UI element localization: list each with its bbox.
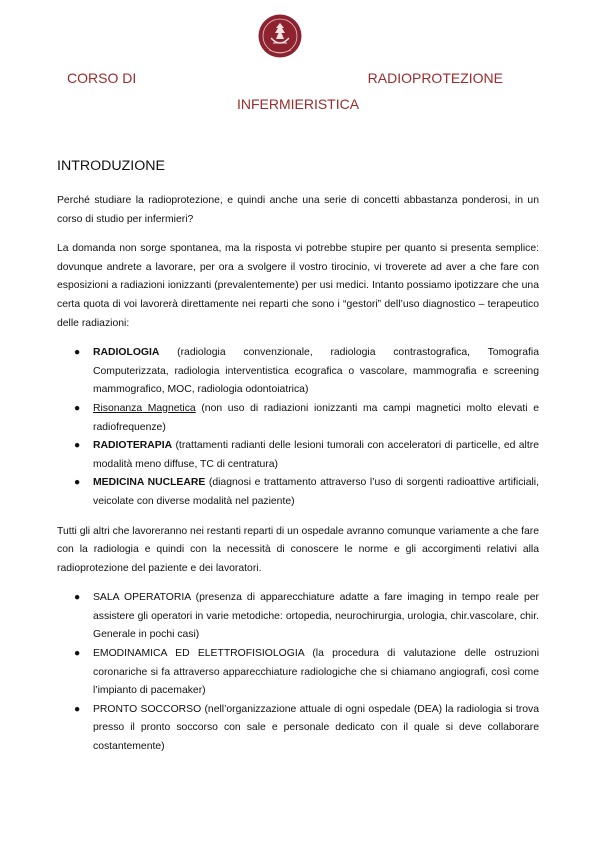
section-heading: INTRODUZIONE [57, 158, 165, 174]
list-item [74, 437, 539, 474]
bullet-icon: ● [74, 592, 81, 604]
bullet-icon: ● [74, 648, 81, 660]
departments-list [57, 344, 539, 511]
course-title-line2: INFERMIERISTICA [236, 96, 360, 112]
paragraph: Tutti gli altri che lavoreranno nei restanti reparti di un ospedale avranno comunque variamente a che fare con la radiologia e quindi con la necessità di conoscere le norme e gli accorgimenti relativi alla radioprotezione del paziente e dei lavoratori. [57, 525, 539, 574]
bullet-icon: ● [74, 402, 81, 414]
bullet-icon: ● [74, 440, 81, 452]
list-item-term: RADIOLOGIA [93, 347, 160, 359]
list-item [74, 701, 539, 757]
list-item-text: (diagnosi e trattamento attraverso l’uso di sorgenti radioattive artificiali, veicolate con diverse modalità nel paziente) [93, 477, 539, 507]
paragraph: Perché studiare la radioprotezione, e quindi anche una serie di concetti abbastanza ponderosi, in un corso di studio per infermieri? [57, 195, 539, 225]
list-item-text: (trattamenti radianti delle lesioni tumorali con acceleratori di particelle, ed altre modalità meno diffuse, TC di centratura) [93, 440, 539, 470]
course-title-right: RADIOPROTEZIONE [367, 70, 503, 86]
list-item-term: RADIOTERAPIA [93, 440, 173, 452]
bullet-icon: ● [74, 347, 81, 359]
course-title-left: CORSO DI [67, 70, 137, 86]
list-item-text: SALA OPERATORIA (presenza di apparecchiature adatte a fare imaging in tempo reale per assistere gli operatori in varie metodiche: ortopedia, neurochirurgia, urologia, chir.vascolare, chir. Generale in pochi casi) [93, 592, 539, 641]
document-body [57, 192, 539, 768]
other-departments-list [57, 589, 539, 756]
list-item-text: EMODINAMICA ED ELETTROFISIOLOGIA (la procedura di valutazione delle ostruzioni coronariche si fa attraverso apparecchiature radiologiche che si chiamano angiografi, così come l’impianto di pacemaker) [93, 648, 539, 697]
university-seal-logo [258, 14, 302, 58]
list-item-term: MEDICINA NUCLEARE [93, 477, 206, 489]
paragraph: La domanda non sorge spontanea, ma la risposta vi potrebbe stupire per quanto si presenta semplice: dovunque andrete a lavorare, per ora a svolgere il vostro tirocinio, vi troverete ad aver a che fare con esposizioni a radiazioni ionizzanti (prevalentemente) per usi medici. Intanto possiamo ipotizzare che una certa quota di voi lavorerà direttamente nei reparti che sono i “gestori” dell’uso diagnostico – terapeutico delle radiazioni: [57, 243, 539, 329]
list-item-text: (non uso di radiazioni ionizzanti ma campi magnetici molto elevati e radiofrequenze) [93, 402, 539, 433]
course-title-row [67, 70, 503, 86]
list-item-text: (radiologia convenzionale, radiologia contrastografica, Tomografia Computerizzata, radiologia interventistica ecografica o vascolare, mammografia e screening mammografico, MOC, radiologia odontoiatrica) [93, 347, 539, 396]
list-item [74, 474, 539, 511]
bullet-icon: ● [74, 477, 81, 489]
list-item-text: PRONTO SOCCORSO (nell’organizzazione attuale di ogni ospedale (DEA) la radiologia si trova presso il pronto soccorso con sale e personale dedicato con il quale si deve collaborare costantemente) [93, 703, 539, 753]
list-item [74, 589, 539, 645]
bullet-icon: ● [74, 703, 81, 715]
list-item [74, 645, 539, 701]
list-item [74, 400, 539, 437]
list-item [74, 344, 539, 400]
list-item-term: Risonanza Magnetica [93, 402, 196, 414]
